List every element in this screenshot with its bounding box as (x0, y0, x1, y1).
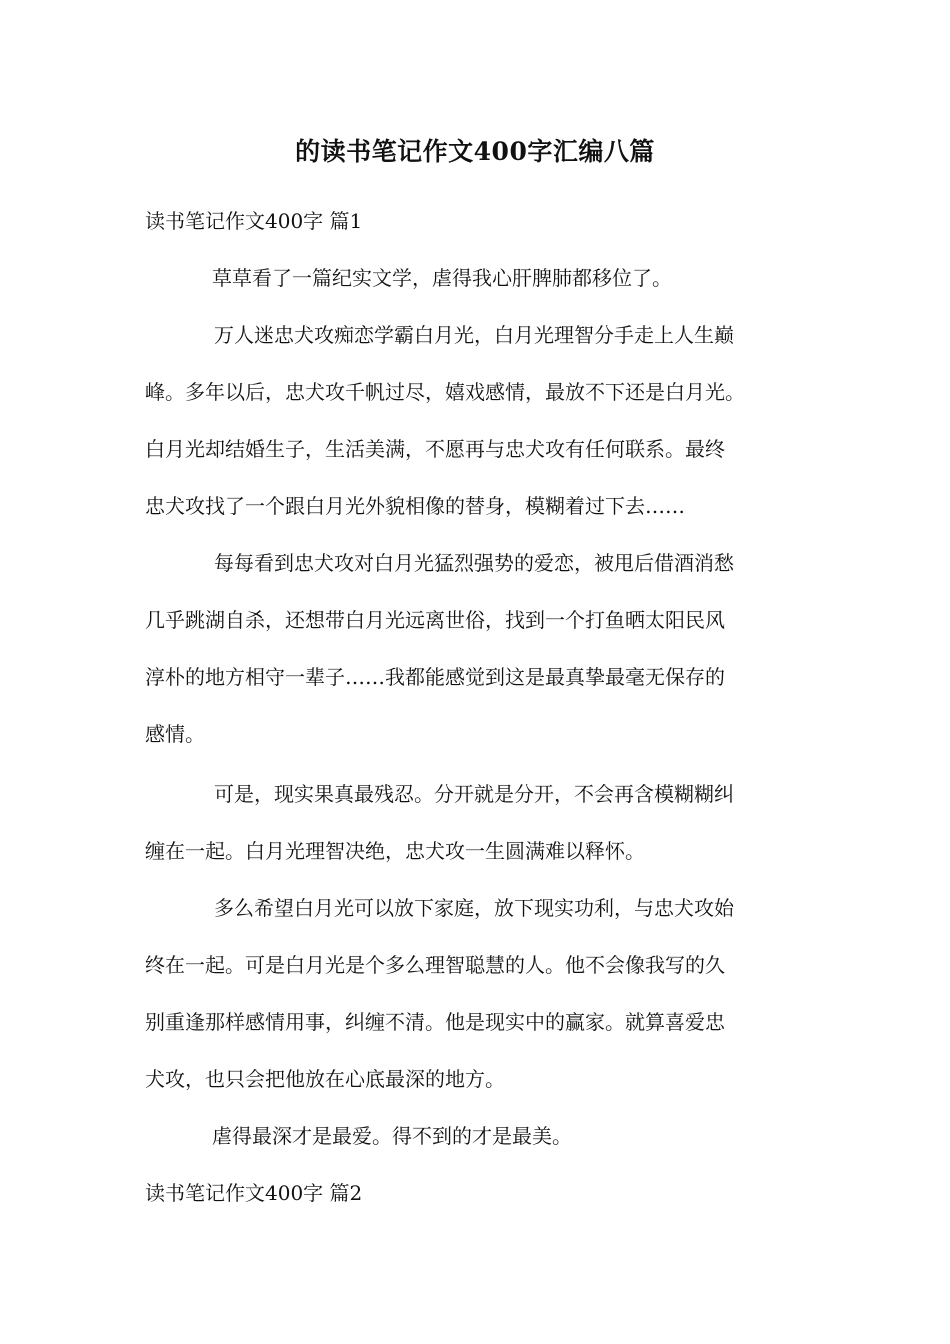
paragraph-line: 几乎跳湖自杀，还想带白月光远离世俗，找到一个打鱼晒太阳民风 (145, 608, 725, 632)
paragraph-line: 淳朴的地方相守一辈子……我都能感觉到这是最真挚最毫无保存的 (145, 665, 725, 689)
paragraph-line: 终在一起。可是白月光是个多么理智聪慧的人。他不会像我写的久 (145, 953, 725, 977)
paragraph-line: 万人迷忠犬攻痴恋学霸白月光，白月光理智分手走上人生巅 (214, 323, 734, 347)
section-heading-2: 读书笔记作文400字 篇2 (145, 1181, 363, 1205)
paragraph-line: 缠在一起。白月光理智决绝，忠犬攻一生圆满难以释怀。 (145, 839, 645, 863)
paragraph-line: 别重逢那样感情用事，纠缠不清。他是现实中的赢家。就算喜爱忠 (145, 1010, 725, 1034)
paragraph-line: 每每看到忠犬攻对白月光猛烈强势的爱恋，被甩后借酒消愁 (214, 551, 734, 575)
paragraph-line: 虐得最深才是最爱。得不到的才是最美。 (212, 1124, 572, 1148)
paragraph-line: 草草看了一篇纪实文学，虐得我心肝脾肺都移位了。 (212, 266, 672, 290)
paragraph-line: 犬攻，也只会把他放在心底最深的地方。 (145, 1067, 505, 1091)
paragraph-line: 忠犬攻找了一个跟白月光外貌相像的替身，模糊着过下去…… (145, 494, 685, 518)
document-title: 的读书笔记作文400字汇编八篇 (295, 137, 655, 166)
paragraph-line: 峰。多年以后，忠犬攻千帆过尽，嬉戏感情，最放不下还是白月光。 (145, 380, 745, 404)
section-heading-1: 读书笔记作文400字 篇1 (145, 209, 363, 233)
paragraph-line: 感情。 (145, 722, 205, 746)
paragraph-line: 多么希望白月光可以放下家庭，放下现实功利，与忠犬攻始 (214, 896, 734, 920)
paragraph-line: 可是，现实果真最残忍。分开就是分开，不会再含模糊糊纠 (214, 782, 734, 806)
paragraph-line: 白月光却结婚生子，生活美满，不愿再与忠犬攻有任何联系。最终 (145, 437, 725, 461)
